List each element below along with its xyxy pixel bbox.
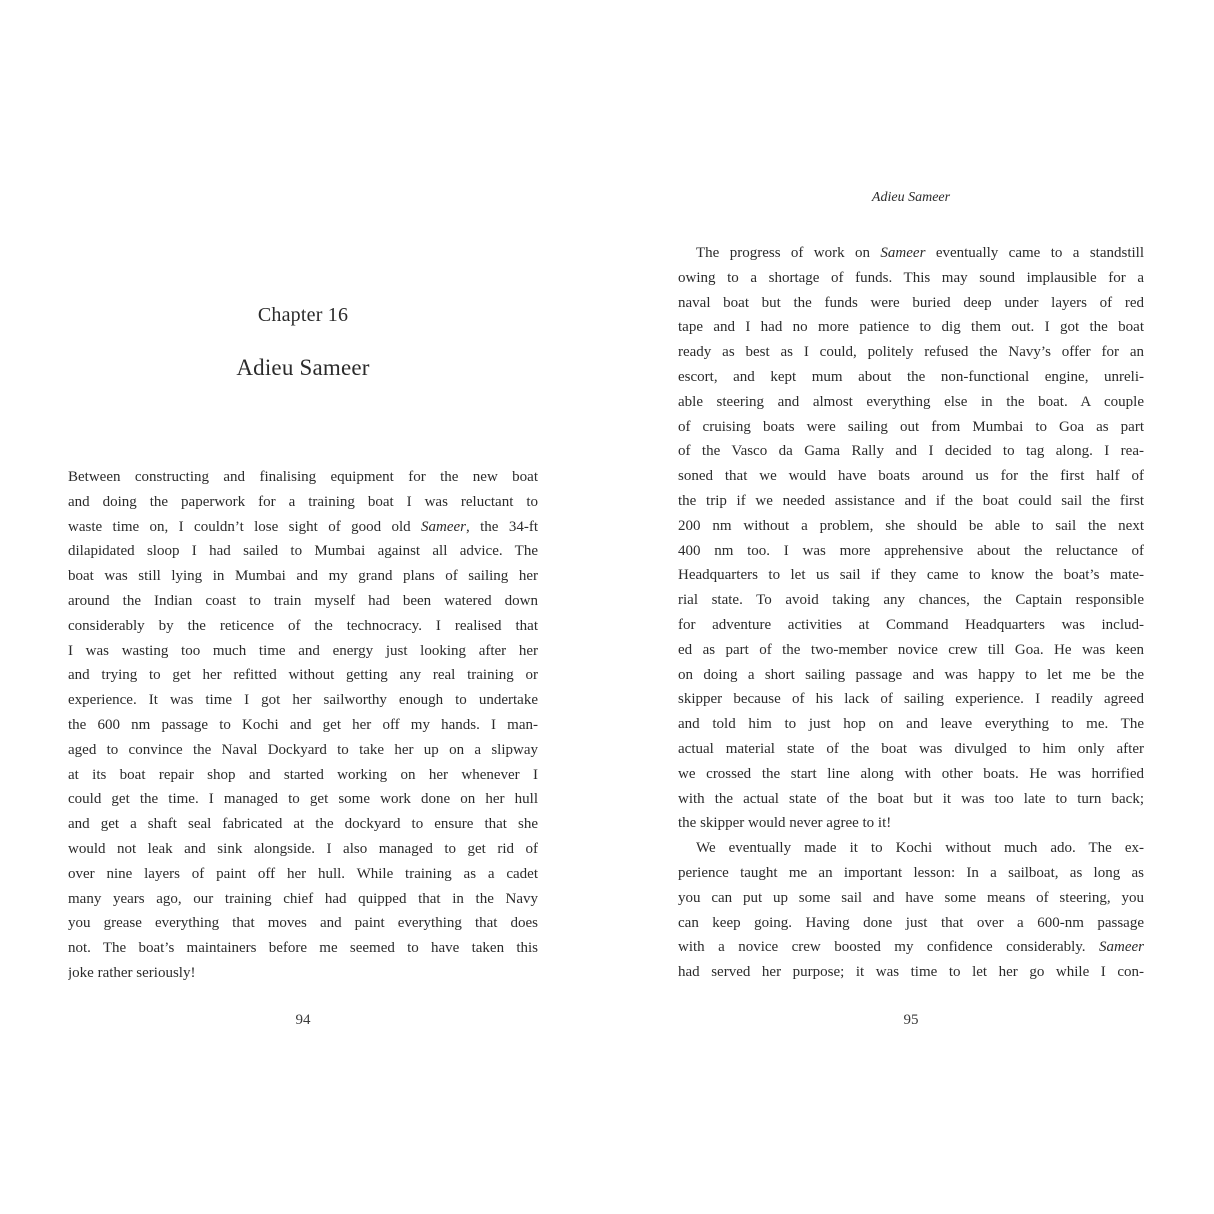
text-line: over nine layers of paint off her hull. While training as a cadet (68, 865, 538, 882)
text-line: We eventually made it to Kochi without much ado. The ex- (696, 840, 1144, 857)
text-line: tape and I had no more patience to dig them out. I got the boat (678, 319, 1144, 336)
page-right (678, 0, 1144, 1214)
text-line: had served her purpose; it was time to let her go while I con- (678, 964, 1144, 981)
text-line: and get a shaft seal fabricated at the dockyard to ensure that she (68, 816, 538, 833)
text-line: and told him to just hop on and leave everything to me. The (678, 716, 1144, 733)
text-line: ed as part of the two-member novice crew till Goa. He was keen (678, 641, 1144, 658)
chapter-title: Adieu Sameer (236, 355, 370, 380)
text-line: actual material state of the boat was divulged to him only after (678, 740, 1144, 757)
paragraph (68, 465, 538, 986)
text-line: with the actual state of the boat but it was too late to turn back; (678, 790, 1144, 807)
text-line: owing to a shortage of funds. This may sound implausible for a (678, 269, 1144, 286)
text-line: the skipper would never agree to it! (678, 815, 892, 832)
text-line: can keep going. Having done just that over a 600-nm passage (678, 914, 1144, 931)
text-line: perience taught me an important lesson: In a sailboat, as long as (678, 864, 1144, 881)
text-line: not. The boat’s maintainers before me seemed to have taken this (68, 940, 538, 957)
chapter-label: Chapter 16 (257, 304, 349, 326)
page-left (68, 0, 538, 1214)
text-line: and doing the paperwork for a training boat I was reluctant to (68, 493, 538, 510)
text-line: and trying to get her refitted without getting any real training or (68, 667, 538, 684)
text-line: able steering and almost everything else in the boat. A couple (678, 393, 1144, 410)
text-line: at its boat repair shop and started working on her whenever I (68, 766, 538, 783)
text-line: you grease everything that moves and paint everything that does (68, 915, 538, 932)
text-line: of the Vasco da Gama Rally and I decided to tag along. I rea- (678, 443, 1144, 460)
text-line: Headquarters to let us sail if they came to know the boat’s mate- (678, 567, 1144, 584)
text-line: 400 nm too. I was more apprehensive about the reluctance of (678, 542, 1144, 559)
page-number-right: 95 (903, 1012, 919, 1028)
paragraph (678, 836, 1144, 985)
text-line: around the Indian coast to train myself had been watered down (68, 592, 538, 609)
text-line: naval boat but the funds were buried deep under layers of red (678, 294, 1144, 311)
running-header: Adieu Sameer (871, 190, 951, 205)
text-line: the 600 nm passage to Kochi and get her off my hands. I man- (68, 716, 538, 733)
page-number-left: 94 (295, 1012, 311, 1028)
text-line: waste time on, I couldn’t lose sight of good old Sameer, the 34-ft (68, 518, 538, 535)
text-line: escort, and kept mum about the non-functional engine, unreli- (678, 368, 1144, 385)
text-line: Between constructing and finalising equipment for the new boat (68, 469, 538, 485)
text-line: would not leak and sink alongside. I also managed to get rid of (68, 840, 538, 857)
paragraph (678, 241, 1144, 836)
text-line: for adventure activities at Command Headquarters was includ- (678, 616, 1144, 633)
text-line: rial state. To avoid taking any chances, the Captain responsible (678, 592, 1144, 609)
text-line: considerably by the reticence of the technocracy. I realised that (68, 617, 538, 634)
text-line: skipper because of his lack of sailing experience. I readily agreed (678, 691, 1144, 708)
text-line: could get the time. I managed to get some work done on her hull (68, 791, 538, 808)
text-line: joke rather seriously! (68, 964, 196, 981)
text-line: the trip if we needed assistance and if the boat could sail the first (678, 492, 1144, 509)
text-line: soned that we would have boats around us for the first half of (678, 468, 1144, 485)
text-line: experience. It was time I got her sailworthy enough to undertake (68, 692, 538, 709)
text-line: many years ago, our training chief had quipped that in the Navy (68, 890, 538, 907)
text-line: ready as best as I could, politely refused the Navy’s offer for an (678, 344, 1144, 361)
text-line: you can put up some sail and have some means of steering, you (678, 889, 1144, 906)
text-line: 200 nm without a problem, she should be able to sail the next (678, 517, 1144, 534)
text-line: aged to convince the Naval Dockyard to take her up on a slipway (68, 741, 538, 758)
text-line: of cruising boats were sailing out from Mumbai to Goa as part (678, 418, 1144, 435)
text-line: on doing a short sailing passage and was happy to let me be the (678, 666, 1144, 683)
text-line: I was wasting too much time and energy just looking after her (68, 642, 538, 659)
text-line: The progress of work on Sameer eventually came to a standstill (696, 245, 1144, 261)
text-line: boat was still lying in Mumbai and my grand plans of sailing her (68, 568, 538, 585)
page-left-body (68, 465, 538, 986)
text-line: dilapidated sloop I had sailed to Mumbai against all advice. The (68, 543, 538, 560)
page-right-body (678, 241, 1144, 985)
text-line: we crossed the start line along with other boats. He was horrified (678, 765, 1144, 782)
text-line: with a novice crew boosted my confidence considerably. Sameer (678, 939, 1144, 956)
